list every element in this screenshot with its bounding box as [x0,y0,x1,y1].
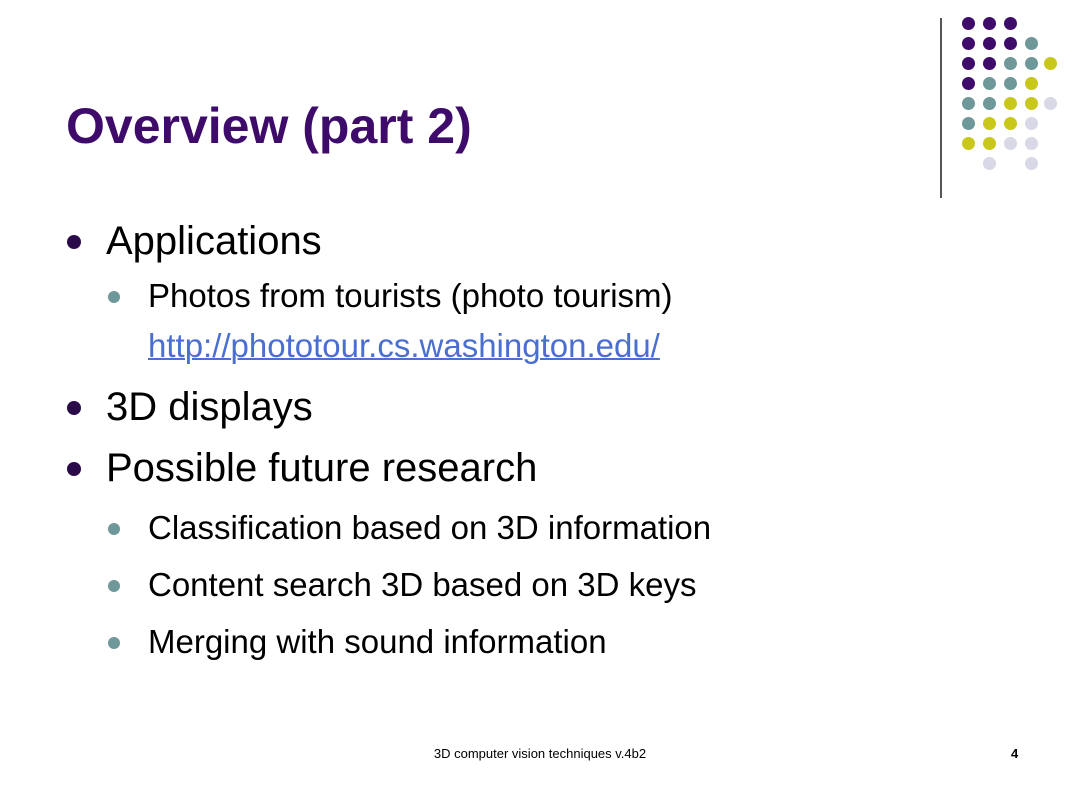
decorative-dot [1004,97,1017,110]
decorative-dot [1004,17,1017,30]
bullet-applications: Applications [106,219,322,263]
bullet-3d-displays: 3D displays [106,385,313,429]
decorative-dot [1025,57,1038,70]
bullet-photos-from-tourists: Photos from tourists (photo tourism) [148,277,673,314]
decorative-dot [962,97,975,110]
bullet-content-search: Content search 3D based on 3D keys [148,566,697,603]
decorative-dot [962,117,975,130]
decorative-dot [962,17,975,30]
decorative-dot [1004,37,1017,50]
decorative-dot [962,77,975,90]
decorative-dot [962,137,975,150]
decorative-dot [1004,77,1017,90]
phototour-link[interactable]: http://phototour.cs.washington.edu/ [148,327,660,364]
decorative-dot [983,57,996,70]
decorative-dot [1004,117,1017,130]
decorative-dot [1025,117,1038,130]
sub-bullet-marker [108,291,120,303]
footer-title: 3D computer vision techniques v.4b2 [433,746,647,761]
slide-title: Overview (part 2) [66,98,472,154]
decorative-dot [1025,157,1038,170]
bullet-merging-with-sound: Merging with sound information [148,623,607,660]
decorative-dot [1025,77,1038,90]
decorative-dot [1025,137,1038,150]
decorative-dot [983,77,996,90]
sub-bullet-marker [108,637,120,649]
decorative-dot [962,57,975,70]
title-divider-line [940,18,942,198]
decorative-dot [983,37,996,50]
bullet-possible-future-research: Possible future research [106,446,538,490]
sub-bullet-marker [108,523,120,535]
decorative-dot [983,137,996,150]
decorative-dot [983,17,996,30]
decorative-dot [1004,137,1017,150]
decorative-dot [962,37,975,50]
bullet-marker [67,235,81,249]
decorative-dot [1044,57,1057,70]
decorative-dot [1004,57,1017,70]
page-number: 4 [1011,746,1019,761]
decorative-dot [983,157,996,170]
bullet-classification: Classification based on 3D information [148,509,712,546]
bullet-marker [67,401,81,415]
decorative-dot [1025,37,1038,50]
sub-bullet-marker [108,580,120,592]
decorative-dot [1025,97,1038,110]
decorative-dot [1044,97,1057,110]
decorative-dot [983,117,996,130]
bullet-marker [67,462,81,476]
decorative-dot [983,97,996,110]
